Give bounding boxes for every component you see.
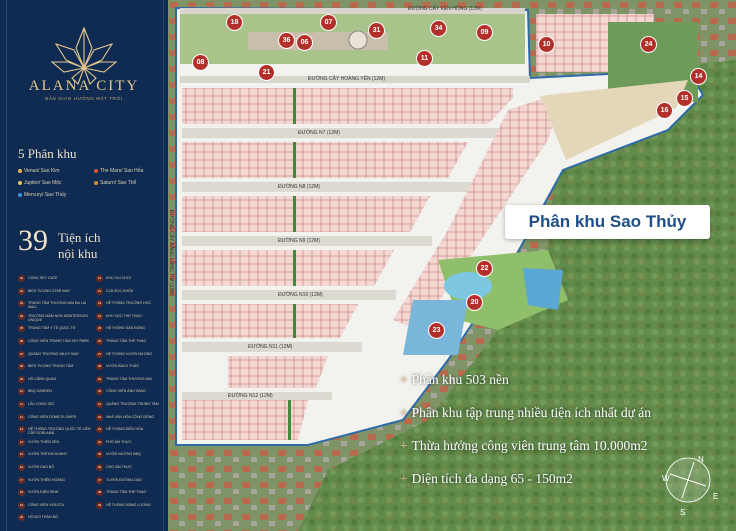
amenity-item bbox=[96, 299, 171, 310]
poi-marker[interactable]: 10 bbox=[538, 36, 555, 53]
amenity-number: 29 bbox=[97, 376, 102, 381]
amenity-item bbox=[18, 362, 93, 373]
feature-bullet: + Thừa hưởng công viên trung tâm 10.000m2 bbox=[400, 438, 648, 453]
amenity-label: TRUNG TÂM THỂ THAO bbox=[106, 339, 147, 343]
feature-bullet: + Phân khu tập trung nhiều tiện ích nhất dự án bbox=[400, 405, 652, 420]
legend-dot bbox=[18, 169, 22, 173]
amenity-label: HỆ THỐNG VƯỜN NƯỚNG bbox=[106, 351, 153, 356]
amenity-number: 30 bbox=[97, 389, 102, 394]
poi-marker[interactable]: 24 bbox=[640, 36, 657, 53]
amenity-number: 20 bbox=[19, 515, 24, 520]
amenity-item bbox=[96, 438, 171, 449]
amenity-label: QUẢNG TRƯỜNG MILKY WAY bbox=[28, 351, 79, 356]
amenity-number: 12 bbox=[19, 414, 24, 419]
amenity-label: BIỂU TƯỢNG TRUNG TÂM bbox=[28, 364, 74, 369]
amenity-label: VƯỜN BÁCH THẢO bbox=[106, 364, 140, 369]
legend-dot bbox=[94, 181, 98, 185]
amenity-item bbox=[96, 488, 171, 499]
amenity-number: 21 bbox=[97, 276, 102, 280]
road-label-n8: ĐƯỜNG N8 (12M) bbox=[278, 184, 320, 190]
amenity-number: 10 bbox=[19, 389, 24, 394]
amenity-item bbox=[96, 400, 171, 411]
poi-marker[interactable]: 11 bbox=[416, 50, 433, 67]
amenity-label: VƯỜN DẠO BỘ bbox=[28, 465, 55, 469]
road-label-n7: ĐƯỜNG N7 (12M) bbox=[298, 130, 340, 136]
amenity-item bbox=[18, 324, 93, 335]
amenity-item bbox=[96, 350, 171, 361]
amenity-label: KHU VỰC THỂ THAO bbox=[106, 313, 142, 318]
amenity-item bbox=[96, 450, 171, 461]
amenity-label: HỆ THỐNG SÂN BÓNG bbox=[106, 326, 145, 331]
amenity-number: 11 bbox=[19, 402, 24, 406]
poi-marker[interactable]: 16 bbox=[656, 102, 673, 119]
amenity-number: 07 bbox=[19, 351, 24, 356]
poi-marker[interactable]: 08 bbox=[192, 54, 209, 71]
amenity-number: 04 bbox=[19, 313, 24, 318]
amenity-number: 14 bbox=[19, 439, 24, 444]
amenity-number: 34 bbox=[97, 439, 102, 444]
amenity-label: CÔNG VIÊN ÁNH SÁNG bbox=[106, 389, 146, 394]
amenity-number: 35 bbox=[97, 452, 102, 457]
legend-item: Saturn/ Sao Thổ bbox=[94, 180, 136, 186]
road-label-hoang-yen: ĐƯỜNG CÂY HOÀNG YẾN (12M) bbox=[308, 76, 385, 82]
poi-marker[interactable]: 23 bbox=[428, 322, 445, 339]
amenity-item bbox=[18, 476, 93, 487]
amenity-number: 16 bbox=[19, 465, 24, 469]
amenity-count: 39 bbox=[18, 224, 48, 257]
amenity-item bbox=[96, 501, 171, 512]
poi-marker[interactable]: 06 bbox=[296, 34, 313, 51]
amenity-label: HỆ THỐNG TRƯỜNG HỌC bbox=[106, 301, 152, 306]
amenity-number: 28 bbox=[97, 364, 102, 369]
road-label-n12: ĐƯỜNG N12 (12M) bbox=[228, 393, 273, 399]
amenity-label: CLB SỨC KHỎE bbox=[106, 288, 134, 293]
amenity-item bbox=[96, 425, 171, 436]
amenity-item bbox=[96, 463, 171, 474]
amenity-number: 01 bbox=[19, 276, 24, 280]
amenity-number: 33 bbox=[97, 427, 102, 432]
amenity-item bbox=[96, 337, 171, 348]
amenity-label: VƯỜN THIÊN HOÀNG bbox=[28, 477, 66, 482]
amenity-number: 18 bbox=[19, 490, 24, 495]
amenity-item bbox=[18, 450, 93, 461]
amenity-label: CHỢ ẨM THỰC bbox=[106, 465, 133, 469]
amenity-label: BBQ GARDEN bbox=[28, 389, 52, 394]
legend-item: Venus/ Sao Kim bbox=[18, 168, 60, 174]
amenity-number: 03 bbox=[19, 301, 24, 306]
amenity-item bbox=[96, 324, 171, 335]
compass-n-label: N bbox=[698, 455, 704, 464]
amenity-number: 38 bbox=[97, 490, 102, 495]
amenity-number: 27 bbox=[97, 351, 102, 356]
amenity-label: CÔNG VIÊN VIOLETA bbox=[28, 502, 65, 507]
amenity-item bbox=[18, 299, 93, 310]
lake-east bbox=[523, 268, 563, 310]
legend-dot bbox=[18, 181, 22, 185]
amenity-label: HỆ THỐNG TRƯỜNG QUỐC TẾ LIÊN CẤP DORLAMA bbox=[28, 427, 91, 436]
amenity-item bbox=[18, 312, 93, 323]
amenity-number: 31 bbox=[97, 402, 102, 406]
amenity-item bbox=[96, 476, 171, 487]
phan-khu-title: 5 Phân khu bbox=[18, 146, 77, 161]
amenity-label: VƯỜN NƯỚNG BBQ bbox=[106, 452, 141, 457]
amenity-item bbox=[18, 463, 93, 474]
amenity-number: 36 bbox=[97, 465, 102, 469]
feature-bullet: + Phân khu 503 nền bbox=[400, 372, 509, 387]
amenity-label: PHỐ ẨM THỰC bbox=[106, 439, 132, 444]
amenity-item bbox=[96, 274, 171, 285]
amenity-label: BIỂU TƯỢNG STAR WAY bbox=[28, 288, 71, 293]
amenity-item bbox=[96, 413, 171, 424]
poi-marker[interactable]: 18 bbox=[226, 14, 243, 31]
amenity-label: HỆ THỐNG ĐIỀU HÒA bbox=[106, 427, 144, 432]
amenity-number: 15 bbox=[19, 452, 24, 457]
amenity-label: LẦU VỌNG GIÓ bbox=[28, 402, 55, 406]
amenity-label: CỔNG SKY GATE bbox=[28, 276, 58, 280]
amenity-item bbox=[18, 337, 93, 348]
amenity-number: 25 bbox=[97, 326, 102, 331]
compass-icon bbox=[666, 458, 710, 502]
amenity-number: 23 bbox=[97, 301, 102, 306]
amenity-label: HỆ THỐNG NĂNG LƯỢNG bbox=[106, 502, 151, 507]
poi-marker[interactable]: 34 bbox=[430, 20, 447, 37]
road-label-n11: ĐƯỜNG N11 (12M) bbox=[248, 344, 293, 350]
zone-callout bbox=[505, 205, 710, 239]
road-label-top: ĐƯỜNG CÂY KÈN HỒNG (12M) bbox=[408, 6, 482, 12]
amenity-label: HỒ CẢNH QUAN bbox=[28, 376, 56, 381]
poi-marker[interactable]: 15 bbox=[676, 90, 693, 107]
compass-w-label: W bbox=[662, 474, 670, 483]
amenity-number: 08 bbox=[19, 364, 24, 369]
amenity-number: 37 bbox=[97, 477, 102, 482]
amenity-item bbox=[18, 274, 93, 285]
amenity-number: 02 bbox=[19, 288, 24, 293]
legend-item: The Mars/ Sao Hỏa bbox=[94, 168, 143, 174]
poi-marker[interactable]: 20 bbox=[466, 294, 483, 311]
amenity-title-line2: nội khu bbox=[58, 246, 98, 261]
feature-bullet: + Diện tích đa dạng 65 - 150m2 bbox=[400, 471, 573, 486]
amenity-item bbox=[18, 413, 93, 424]
amenity-number: 22 bbox=[97, 288, 102, 293]
amenity-label: TRUNG TÂM THƯƠNG MẠI bbox=[106, 376, 152, 381]
amenity-label: HỒ BƠI TRÀN BỜ bbox=[28, 515, 59, 520]
amenity-label: TRƯỜNG MẦM NON MONTESSORI UNIQUE bbox=[28, 313, 88, 322]
amenity-number: 06 bbox=[19, 339, 24, 343]
poi-marker[interactable]: 21 bbox=[258, 64, 275, 81]
amenity-title-line1: Tiện ích bbox=[58, 230, 101, 245]
amenity-item bbox=[18, 400, 93, 411]
amenity-label: NHÀ VĂN HÓA CỘNG ĐỒNG bbox=[106, 414, 155, 419]
left-panel bbox=[0, 0, 168, 531]
legend-dot bbox=[18, 193, 22, 197]
amenity-number: 13 bbox=[19, 427, 24, 432]
amenity-label: VƯỜN ĐIỆN SINH bbox=[28, 490, 59, 495]
amenity-item bbox=[18, 387, 93, 398]
amenity-item bbox=[18, 350, 93, 361]
zone-callout-text: Phân khu Sao Thủy bbox=[528, 212, 687, 231]
amenity-number: 19 bbox=[19, 502, 24, 507]
legend-item: Jupiter/ Sao Mộc bbox=[18, 180, 62, 186]
legend-dot bbox=[94, 169, 98, 173]
amenity-item bbox=[96, 387, 171, 398]
brand-tagline: BẢN GIAO HƯỞNG MẶT TRỜI bbox=[45, 96, 123, 101]
amenity-label: TRUNG TÂM THƯƠNG MẠI ĐA LAI MALL bbox=[28, 301, 87, 310]
amenity-item bbox=[96, 312, 171, 323]
road-label-n10: ĐƯỜNG N10 (12M) bbox=[278, 292, 323, 298]
amenity-number: 09 bbox=[19, 376, 24, 381]
amenity-label: QUẢNG TRƯỜNG TRUNG TÂM bbox=[106, 402, 159, 406]
amenity-number: 39 bbox=[97, 502, 102, 507]
road-label-vertical: ĐƯỜNG CÂY BẰNG LĂNG TÍM (19M) bbox=[168, 209, 175, 297]
amenity-label: KHU VUI CHƠI bbox=[106, 276, 131, 280]
brand-name: ALANA CITY bbox=[28, 78, 140, 94]
amenity-label: TUYẾN ĐƯỜNG DẠO bbox=[106, 477, 143, 482]
compass-e-label: E bbox=[713, 492, 719, 501]
amenity-number: 32 bbox=[97, 414, 102, 419]
amenity-item bbox=[18, 287, 93, 298]
poi-marker[interactable]: 09 bbox=[476, 24, 493, 41]
amenity-item bbox=[18, 438, 93, 449]
amenity-label: CÔNG VIÊN TRUNG TÂM SKY PARK bbox=[28, 339, 90, 343]
amenity-item bbox=[18, 513, 93, 524]
amenity-label: CÔNG VIÊN DOME FLOWER bbox=[28, 414, 77, 419]
amenity-label: VƯỜN THIỀN ZEN bbox=[28, 439, 60, 444]
poi-marker[interactable]: 31 bbox=[368, 22, 385, 39]
compass-s-label: S bbox=[680, 508, 686, 517]
amenity-item bbox=[96, 362, 171, 373]
amenity-item bbox=[18, 501, 93, 512]
amenity-label: VƯỜN TRẺ EM SUNNY bbox=[28, 452, 68, 457]
poi-marker[interactable]: 07 bbox=[320, 14, 337, 31]
poi-marker[interactable]: 36 bbox=[278, 32, 295, 49]
amenity-item bbox=[18, 425, 93, 436]
amenity-item bbox=[18, 488, 93, 499]
amenity-number: 26 bbox=[97, 339, 102, 343]
amenity-item bbox=[18, 375, 93, 386]
amenity-label: TRUNG TÂM THỂ THAO bbox=[106, 490, 147, 495]
amenity-number: 05 bbox=[19, 326, 24, 331]
poi-marker[interactable]: 14 bbox=[690, 68, 707, 85]
fountain-icon bbox=[349, 31, 367, 49]
amenity-item bbox=[96, 287, 171, 298]
amenity-number: 24 bbox=[97, 313, 102, 318]
amenity-number: 17 bbox=[19, 477, 24, 482]
amenity-label: TRUNG TÂM Y TẾ QUỐC TẾ bbox=[28, 326, 76, 331]
amenity-item bbox=[96, 375, 171, 386]
road-label-n9: ĐƯỜNG N9 (12M) bbox=[278, 238, 320, 244]
poi-marker[interactable]: 22 bbox=[476, 260, 493, 277]
legend-item: Mercury/ Sao Thủy bbox=[18, 192, 66, 198]
